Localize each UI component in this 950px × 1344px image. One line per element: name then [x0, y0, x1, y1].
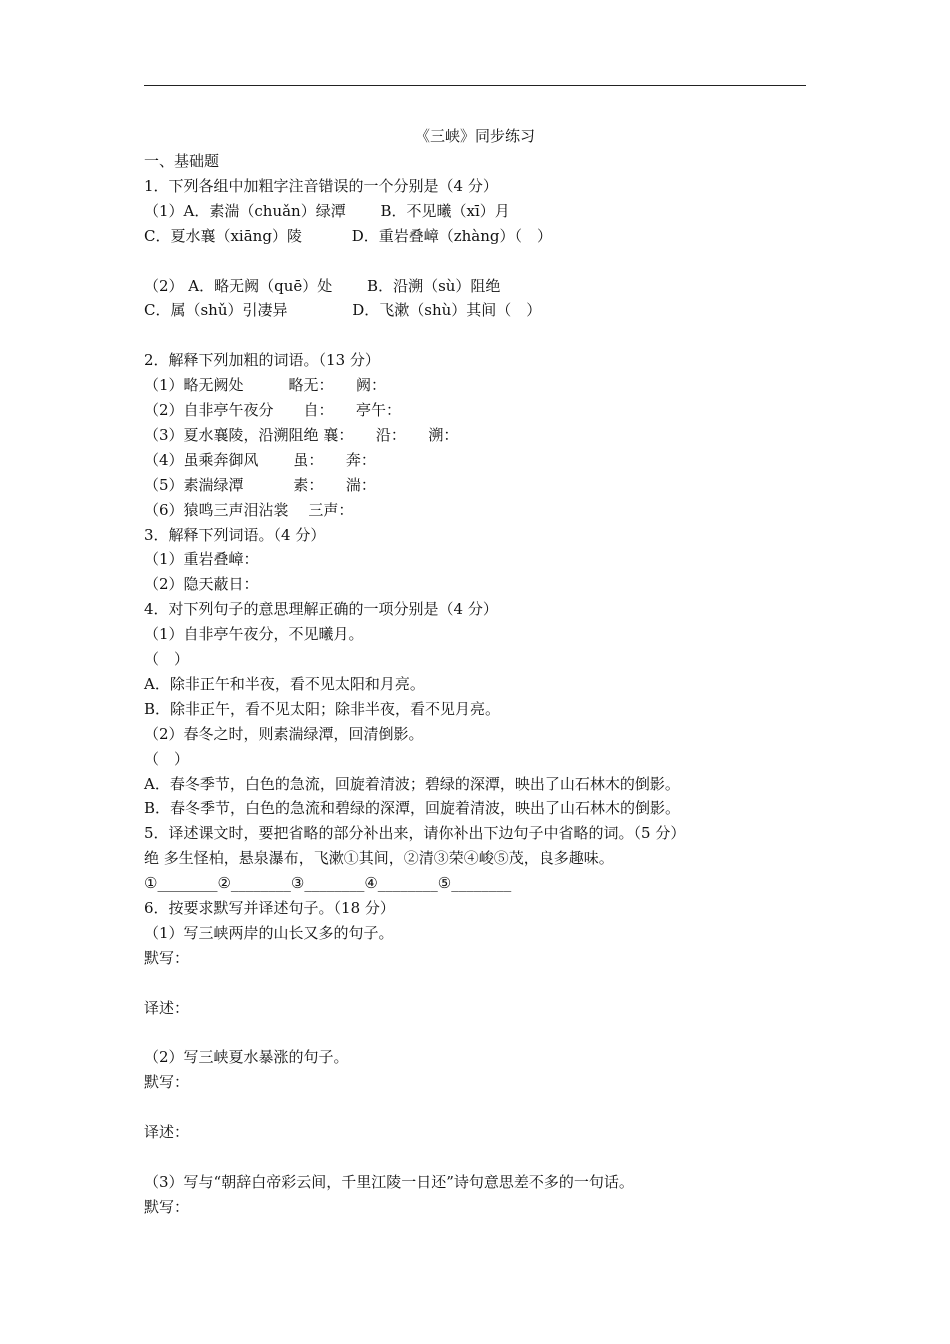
text-line: 译述： — [144, 998, 190, 1017]
text-line: 译述： — [144, 1123, 190, 1142]
text-line: （2）自非亭午夜分 自： 亭午： — [144, 401, 402, 419]
text-line: （1）略无阙处 略无： 阙： — [144, 376, 387, 395]
text-line: 默写： — [144, 948, 190, 967]
text-line: （ ） — [144, 749, 190, 768]
text-line: （1）A．素湍（chuǎn）绿潭 B．不见曦（xī）月 — [144, 201, 510, 220]
text-line: （ ） — [144, 650, 190, 668]
text-line: 3．解释下列词语。（4 分） — [144, 525, 326, 544]
text-line: 6．按要求默写并译述句子。（18 分） — [144, 899, 395, 917]
text-line: 默写： — [144, 1073, 190, 1092]
text-line: 1．下列各组中加粗字注音错误的一个分别是（4 分） — [144, 176, 498, 195]
text-line: （6）猿鸣三声泪沾裳 三声： — [144, 500, 354, 519]
text-line: A．春冬季节，白色的急流，回旋着清波；碧绿的深潭，映出了山石林木的倒影。 — [144, 774, 680, 793]
text-line: C．夏水襄（xiāng）陵 D．重岩叠嶂（zhàng）（ ） — [144, 226, 553, 245]
text-line: （1）重岩叠嶂： — [144, 550, 259, 569]
text-line: （2）写三峡夏水暴涨的句子。 — [144, 1048, 349, 1067]
text-line: （3）夏水襄陵，沿溯阻绝 襄： 沿： 溯： — [144, 425, 459, 444]
text-line: （3）写与“朝辞白帝彩云间，千里江陵一日还”诗句意思差不多的一句话。 — [144, 1172, 634, 1191]
text-line: 默写： — [144, 1197, 190, 1216]
text-line: （2） A．略无阙（quē）处 B．沿溯（sù）阻绝 — [144, 276, 501, 295]
text-line: A．除非正午和半夜，看不见太阳和月亮。 — [144, 674, 425, 693]
text-line: 一、基础题 — [144, 152, 220, 170]
text-line: 绝 多生怪柏，悬泉瀑布，飞漱①其间，②清③荣④峻⑤茂，良多趣味。 — [144, 849, 614, 868]
text-line: C．属（shǔ）引凄异 D．飞漱（shù）其间（ ） — [144, 301, 542, 320]
text-line: B．春冬季节，白色的急流和碧绿的深潭，回旋着清波，映出了山石林木的倒影。 — [144, 799, 681, 818]
text-line: （5）素湍绿潭 素： 湍： — [144, 475, 376, 494]
text-line: （4）虽乘奔御风 虽： 奔： — [144, 450, 376, 469]
text-line: 5．译述课文时，要把省略的部分补出来，请你补出下边句子中省略的词。（5 分） — [144, 824, 686, 843]
text-line: （2）隐天蔽日： — [144, 575, 259, 594]
header-rule — [144, 85, 806, 86]
document-title: 《三峡》同步练习 — [414, 127, 535, 145]
text-line: 2．解释下列加粗的词语。（13 分） — [144, 351, 380, 370]
text-line: 4．对下列句子的意思理解正确的一项分别是（4 分） — [144, 600, 498, 619]
text-line: （1）自非亭午夜分，不见曦月。 — [144, 625, 364, 644]
text-line: ①________②________③________④________⑤________ — [144, 874, 512, 893]
text-line: （2）春冬之时，则素湍绿潭，回清倒影。 — [144, 724, 424, 743]
text-line: B．除非正午，看不见太阳；除非半夜，看不见月亮。 — [144, 699, 501, 718]
text-line: （1）写三峡两岸的山长又多的句子。 — [144, 923, 394, 942]
